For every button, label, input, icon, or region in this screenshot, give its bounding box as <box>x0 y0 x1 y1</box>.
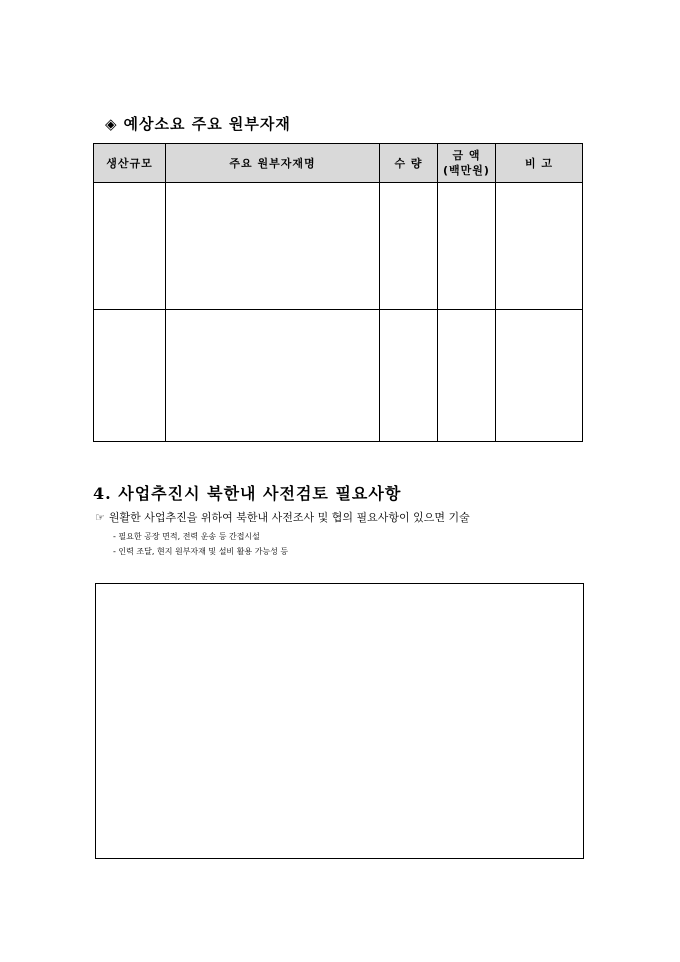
cell-quantity[interactable] <box>380 183 438 310</box>
list-item: - 인력 조달, 현지 원부자재 및 설비 활용 가능성 등 <box>113 547 289 556</box>
cell-scale[interactable] <box>94 310 166 442</box>
cell-amount[interactable] <box>438 310 496 442</box>
list-item: - 필요한 공장 면적, 전력 운송 등 간접시설 <box>113 532 260 541</box>
guidance-note <box>95 509 470 525</box>
guidance-note-text: 원활한 사업추진을 위하여 북한내 사전조사 및 협의 필요사항이 있으면 기술 <box>108 511 470 524</box>
pointing-hand-icon: ☞ <box>95 511 105 524</box>
header-scale: 생산규모 <box>94 144 166 183</box>
cell-remarks[interactable] <box>496 183 583 310</box>
review-answer-box[interactable] <box>95 583 584 859</box>
section-title-text: 예상소요 주요 원부자재 <box>123 115 291 133</box>
header-amount <box>438 144 496 183</box>
cell-amount[interactable] <box>438 183 496 310</box>
table-row <box>94 183 583 310</box>
header-remarks: 비 고 <box>496 144 583 183</box>
table-header-row <box>94 144 583 183</box>
section-title-review: 4. 사업추진시 북한내 사전검토 필요사항 <box>93 484 402 503</box>
table-row <box>94 310 583 442</box>
diamond-bullet-icon: ◈ <box>105 115 118 133</box>
header-amount-line1: 금 액 <box>452 149 481 162</box>
header-material-name: 주요 원부자재명 <box>166 144 380 183</box>
cell-remarks[interactable] <box>496 310 583 442</box>
cell-scale[interactable] <box>94 183 166 310</box>
section-title-materials <box>105 113 291 134</box>
header-amount-line2: (백만원) <box>443 164 490 177</box>
cell-quantity[interactable] <box>380 310 438 442</box>
cell-material-name[interactable] <box>166 183 380 310</box>
header-quantity: 수 량 <box>380 144 438 183</box>
materials-table <box>93 143 583 442</box>
cell-material-name[interactable] <box>166 310 380 442</box>
